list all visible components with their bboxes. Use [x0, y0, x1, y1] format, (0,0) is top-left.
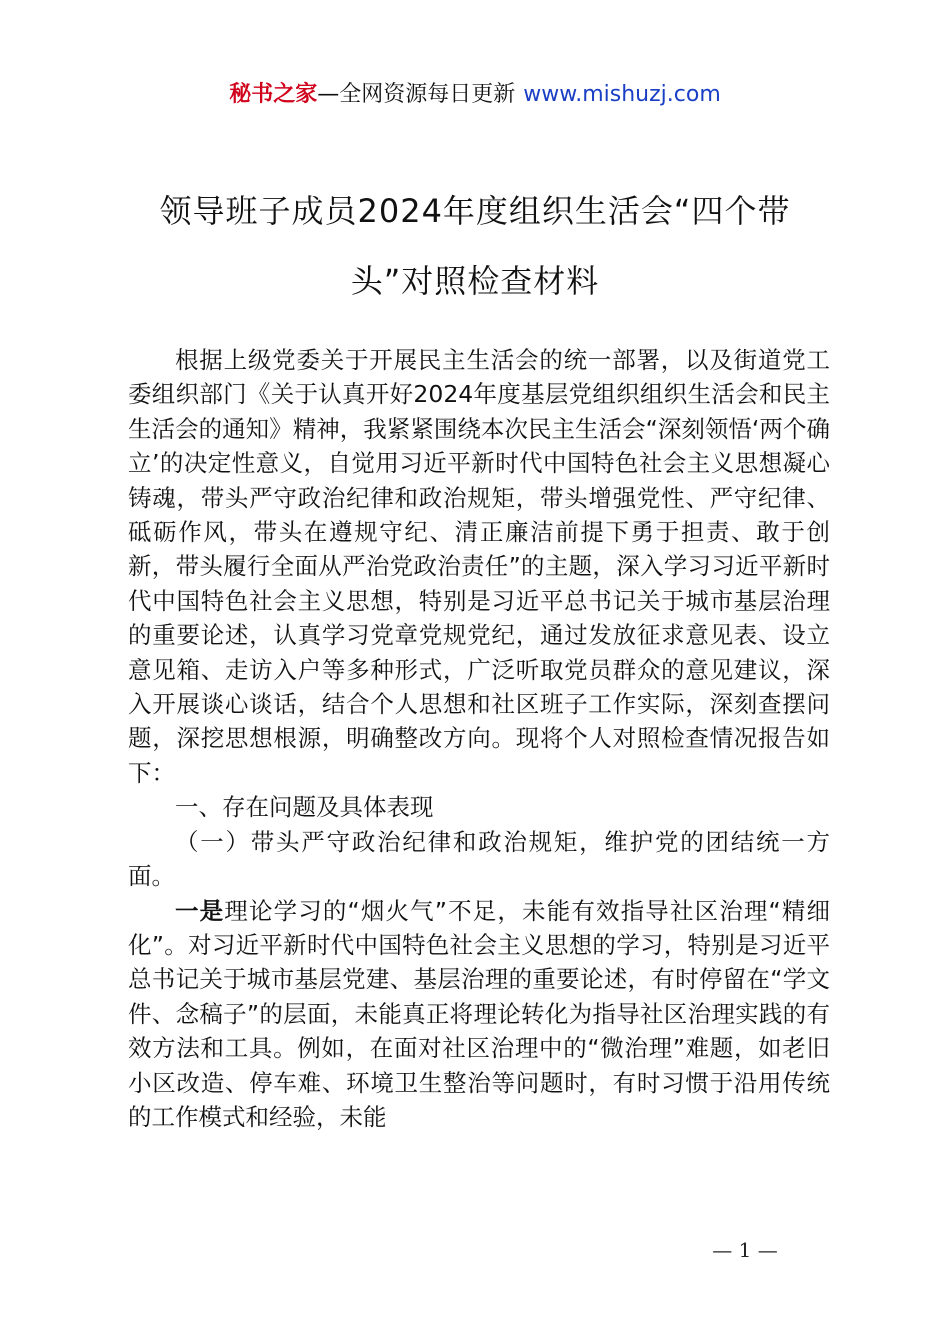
- subsection-heading-text: （一）带头严守政治纪律和政治规矩，维护党的团结统一方面。: [128, 827, 830, 891]
- point-paragraph: [128, 894, 830, 1135]
- page-number: — 1 —: [712, 1238, 778, 1262]
- section-heading-text: 一、存在问题及具体表现: [175, 793, 434, 822]
- intro-paragraph: [128, 343, 830, 790]
- site-brand: 秘书之家: [229, 82, 318, 107]
- paragraph-text: 根据上级党委关于开展民主生活会的统一部署，以及街道党工委组织部门《关于认真开好2024年度基层党组织组织生活会和民主生活会的通知》精神，我紧紧围绕本次民主生活会“深刻领悟‘两个确立’的决定性意义，自觉用习近平新时代中国特色社会主义思想凝心铸魂，带头严守政治纪律和政治规矩，带头增强党性、严守纪律、砥砺作风，带头在遵规守纪、清正廉洁前提下勇于担责、敢于创新，带头履行全面从严治党政治责任”的主题，深入学习习近平新时代中国特色社会主义思想，特别是习近平总书记关于城市基层治理的重要论述，认真学习党章党规党纪，通过发放征求意见表、设立意见箱、走访入户等多种形式，广泛听取党员群众的意见建议，深入开展谈心谈话，结合个人思想和社区班子工作实际，深刻查摆问题，深挖思想根源，明确整改方向。现将个人对照检查情况报告如下：: [128, 346, 830, 787]
- site-slogan: —全网资源每日更新: [317, 82, 516, 107]
- document-body: [128, 343, 830, 1134]
- paragraph-text: 理论学习的“烟火气”不足，未能有效指导社区治理“精细化”。对习近平新时代中国特色社会主义思想的学习，特别是习近平总书记关于城市基层党建、基层治理的重要论述，有时停留在“学文件、念稿子”的层面，未能真正将理论转化为指导社区治理实践的有效方法和工具。例如，在面对社区治理中的“微治理”难题，如老旧小区改造、停车难、环境卫生整治等问题时，有时习惯于沿用传统的工作模式和经验，未能: [128, 896, 830, 1131]
- site-url-link[interactable]: www.mishuzj.com: [523, 82, 721, 107]
- site-header: [0, 78, 950, 112]
- subsection-heading: [128, 825, 830, 894]
- document-title: 领导班子成员2024年度组织生活会“四个带头”对照检查材料: [159, 192, 791, 300]
- section-heading: [128, 790, 830, 824]
- point-lead: 一是: [175, 896, 225, 925]
